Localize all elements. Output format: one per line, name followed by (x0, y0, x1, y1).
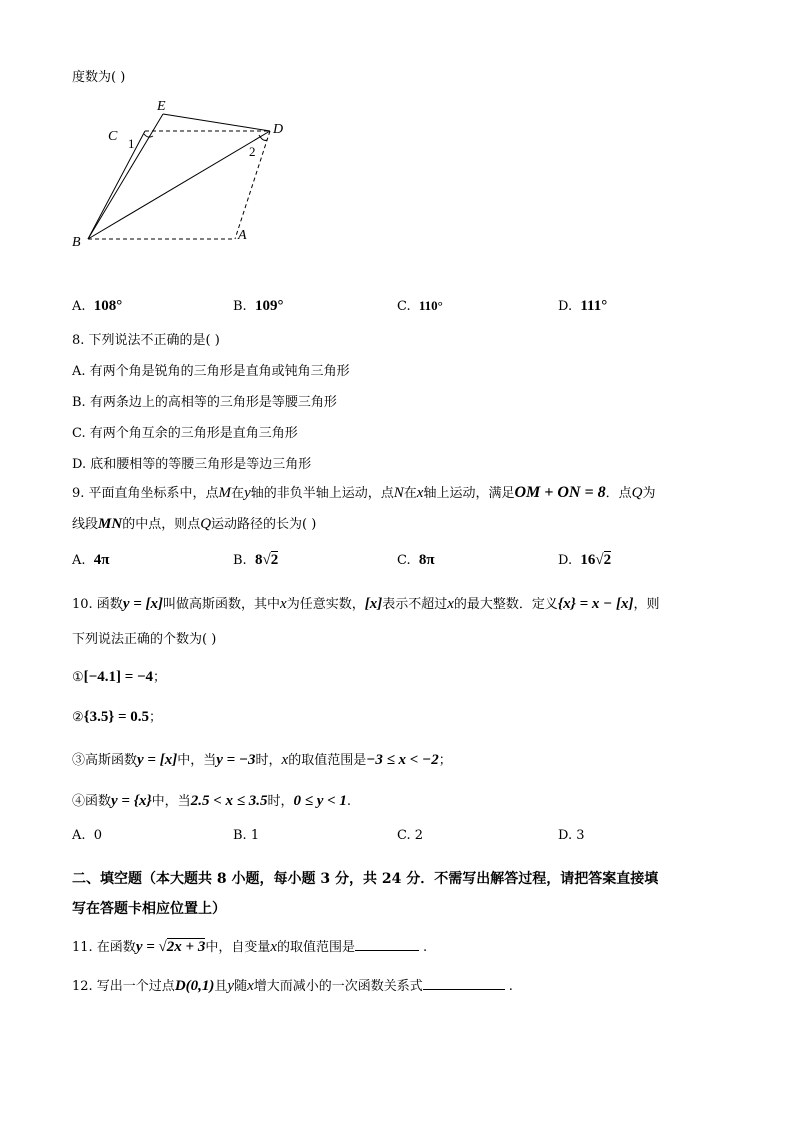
q8-option-B[interactable]: B. 有两条边上的高相等的三角形是等腰三角形 (72, 395, 337, 410)
q9-option-C[interactable]: C. 8π (397, 552, 435, 568)
label-angle-2: 2 (249, 144, 256, 159)
segment-BD (88, 131, 270, 239)
q10-option-C[interactable]: C. 2 (397, 828, 424, 843)
q9-stem-line2: 线段MN的中点，则点Q运动路径的长为( ) (72, 516, 317, 532)
label-A: A (238, 228, 247, 243)
geometry-figure (60, 92, 300, 252)
q10-statement-1: ①[−4.1] = −4； (72, 669, 167, 685)
answer-blank-12[interactable] (423, 976, 505, 990)
angle-1-arc (144, 134, 153, 137)
q8-stem: 8. 下列说法不正确的是( ) (72, 333, 220, 348)
q8-option-D[interactable]: D. 底和腰相等的等腰三角形是等边三角形 (72, 457, 312, 472)
q8-option-C[interactable]: C. 有两个角互余的三角形是直角三角形 (72, 426, 298, 441)
q10-option-D[interactable]: D. 3 (558, 828, 585, 843)
segment-ED (163, 114, 270, 131)
segment-BE (88, 114, 163, 239)
segment-BC (88, 131, 145, 239)
q10-option-B[interactable]: B. 1 (233, 828, 260, 843)
q9-option-D[interactable]: D. 16√2 (558, 552, 612, 568)
q9-option-A[interactable]: A. 4π (72, 552, 110, 568)
q8-option-A[interactable]: A. 有两个角是锐角的三角形是直角或钝角三角形 (72, 364, 350, 379)
option-D[interactable]: D. 111° (558, 298, 608, 314)
answer-blank-11[interactable] (355, 937, 419, 951)
label-D: D (273, 122, 284, 137)
q10-statement-4: ④函数y = {x}中，当2.5 < x ≤ 3.5时，0 ≤ y < 1. (72, 793, 352, 809)
option-A[interactable]: A. 108° (72, 298, 123, 314)
q9-stem-line1: 9. 平面直角坐标系中，点M在y轴的非负半轴上运动，点N在x轴上运动，满足OM + ON = 8．点Q为 (72, 484, 656, 501)
option-B[interactable]: B. 109° (233, 298, 284, 314)
label-angle-1: 1 (128, 136, 135, 151)
label-C: C (108, 129, 118, 144)
angle-2-arc (259, 135, 267, 140)
q9-option-B[interactable]: B. 8√2 (233, 552, 279, 568)
q10-stem-line2: 下列说法正确的个数为( ) (72, 632, 217, 647)
q11: 11. 在函数y = √2x + 3中，自变量x的取值范围是 . (72, 939, 428, 955)
q10-option-A[interactable]: A. 0 (72, 828, 103, 843)
label-E: E (157, 99, 166, 114)
option-C[interactable]: C. 110° (397, 298, 443, 314)
label-B: B (72, 235, 81, 250)
question-stem-continuation: 度数为( ) (72, 70, 126, 85)
q10-statement-2: ②{3.5} = 0.5； (72, 709, 163, 725)
q10-statement-3: ③高斯函数y = [x]中，当y = −3时，x的取值范围是−3 ≤ x < −2； (72, 752, 452, 768)
section-2-heading-line2: 写在答题卡相应位置上） (72, 901, 226, 917)
q12: 12. 写出一个过点D(0,1)且y随x增大而减小的一次函数关系式 . (72, 978, 513, 994)
section-2-heading-line1: 二、填空题（本大题共 8 小题，每小题 3 分，共 24 分．不需写出解答过程，请把答案直接填 (72, 871, 659, 887)
q10-stem-line1: 10. 函数y = [x]叫做高斯函数，其中x为任意实数，[x]表示不超过x的最大整数．定义{x} = x − [x]，则 (72, 596, 660, 612)
